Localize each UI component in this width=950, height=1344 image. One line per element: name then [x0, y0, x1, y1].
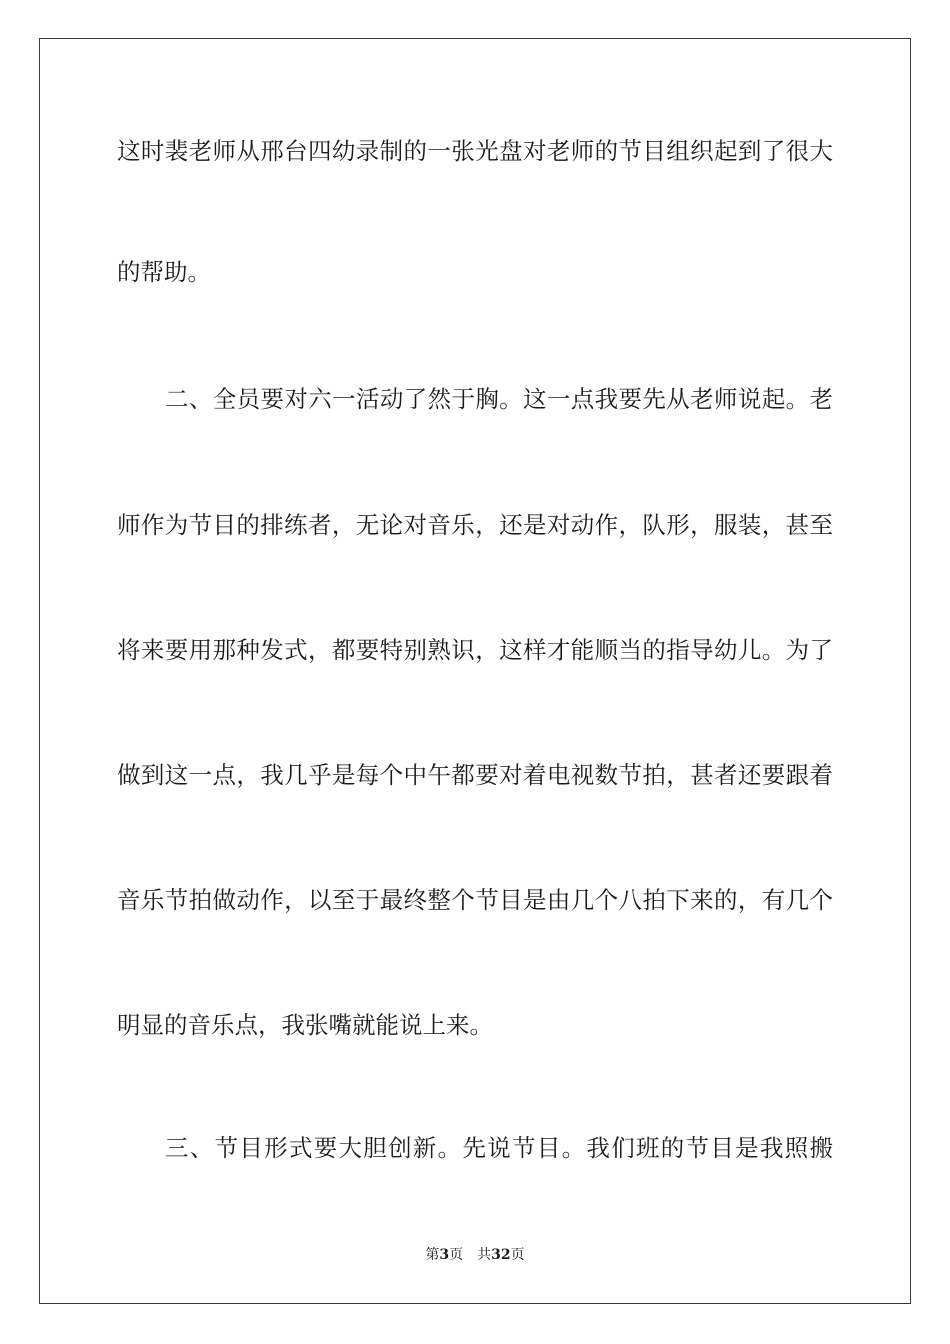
- page-suffix: 页: [449, 1247, 464, 1263]
- paragraph-line-4: 师作为节目的排练者，无论对音乐，还是对动作，队形，服装，甚至: [117, 511, 833, 539]
- total-suffix: 页: [510, 1247, 525, 1263]
- page-footer: [0, 1246, 950, 1264]
- paragraph-line-2: 的帮助。: [117, 258, 211, 286]
- paragraph-line-6: 做到这一点，我几乎是每个中午都要对着电视数节拍，甚者还要跟着: [117, 761, 833, 789]
- paragraph-line-3: 二、全员要对六一活动了然于胸。这一点我要先从老师说起。老: [165, 385, 833, 413]
- paragraph-line-7: 音乐节拍做动作，以至于最终整个节目是由几个八拍下来的，有几个: [117, 886, 833, 914]
- paragraph-line-9: 三、节目形式要大胆创新。先说节目。我们班的节目是我照搬: [165, 1134, 833, 1162]
- paragraph-line-1: 这时裴老师从邢台四幼录制的一张光盘对老师的节目组织起到了很大: [117, 137, 833, 165]
- page-prefix: 第: [425, 1247, 440, 1263]
- total-pages: 32: [491, 1247, 511, 1263]
- paragraph-line-5: 将来要用那种发式，都要特别熟识，这样才能顺当的指导幼儿。为了: [117, 636, 833, 664]
- page-border: [39, 38, 911, 1304]
- page-number: 3: [439, 1247, 450, 1263]
- total-prefix: 共: [477, 1247, 492, 1263]
- paragraph-line-8: 明显的音乐点，我张嘴就能说上来。: [117, 1011, 493, 1039]
